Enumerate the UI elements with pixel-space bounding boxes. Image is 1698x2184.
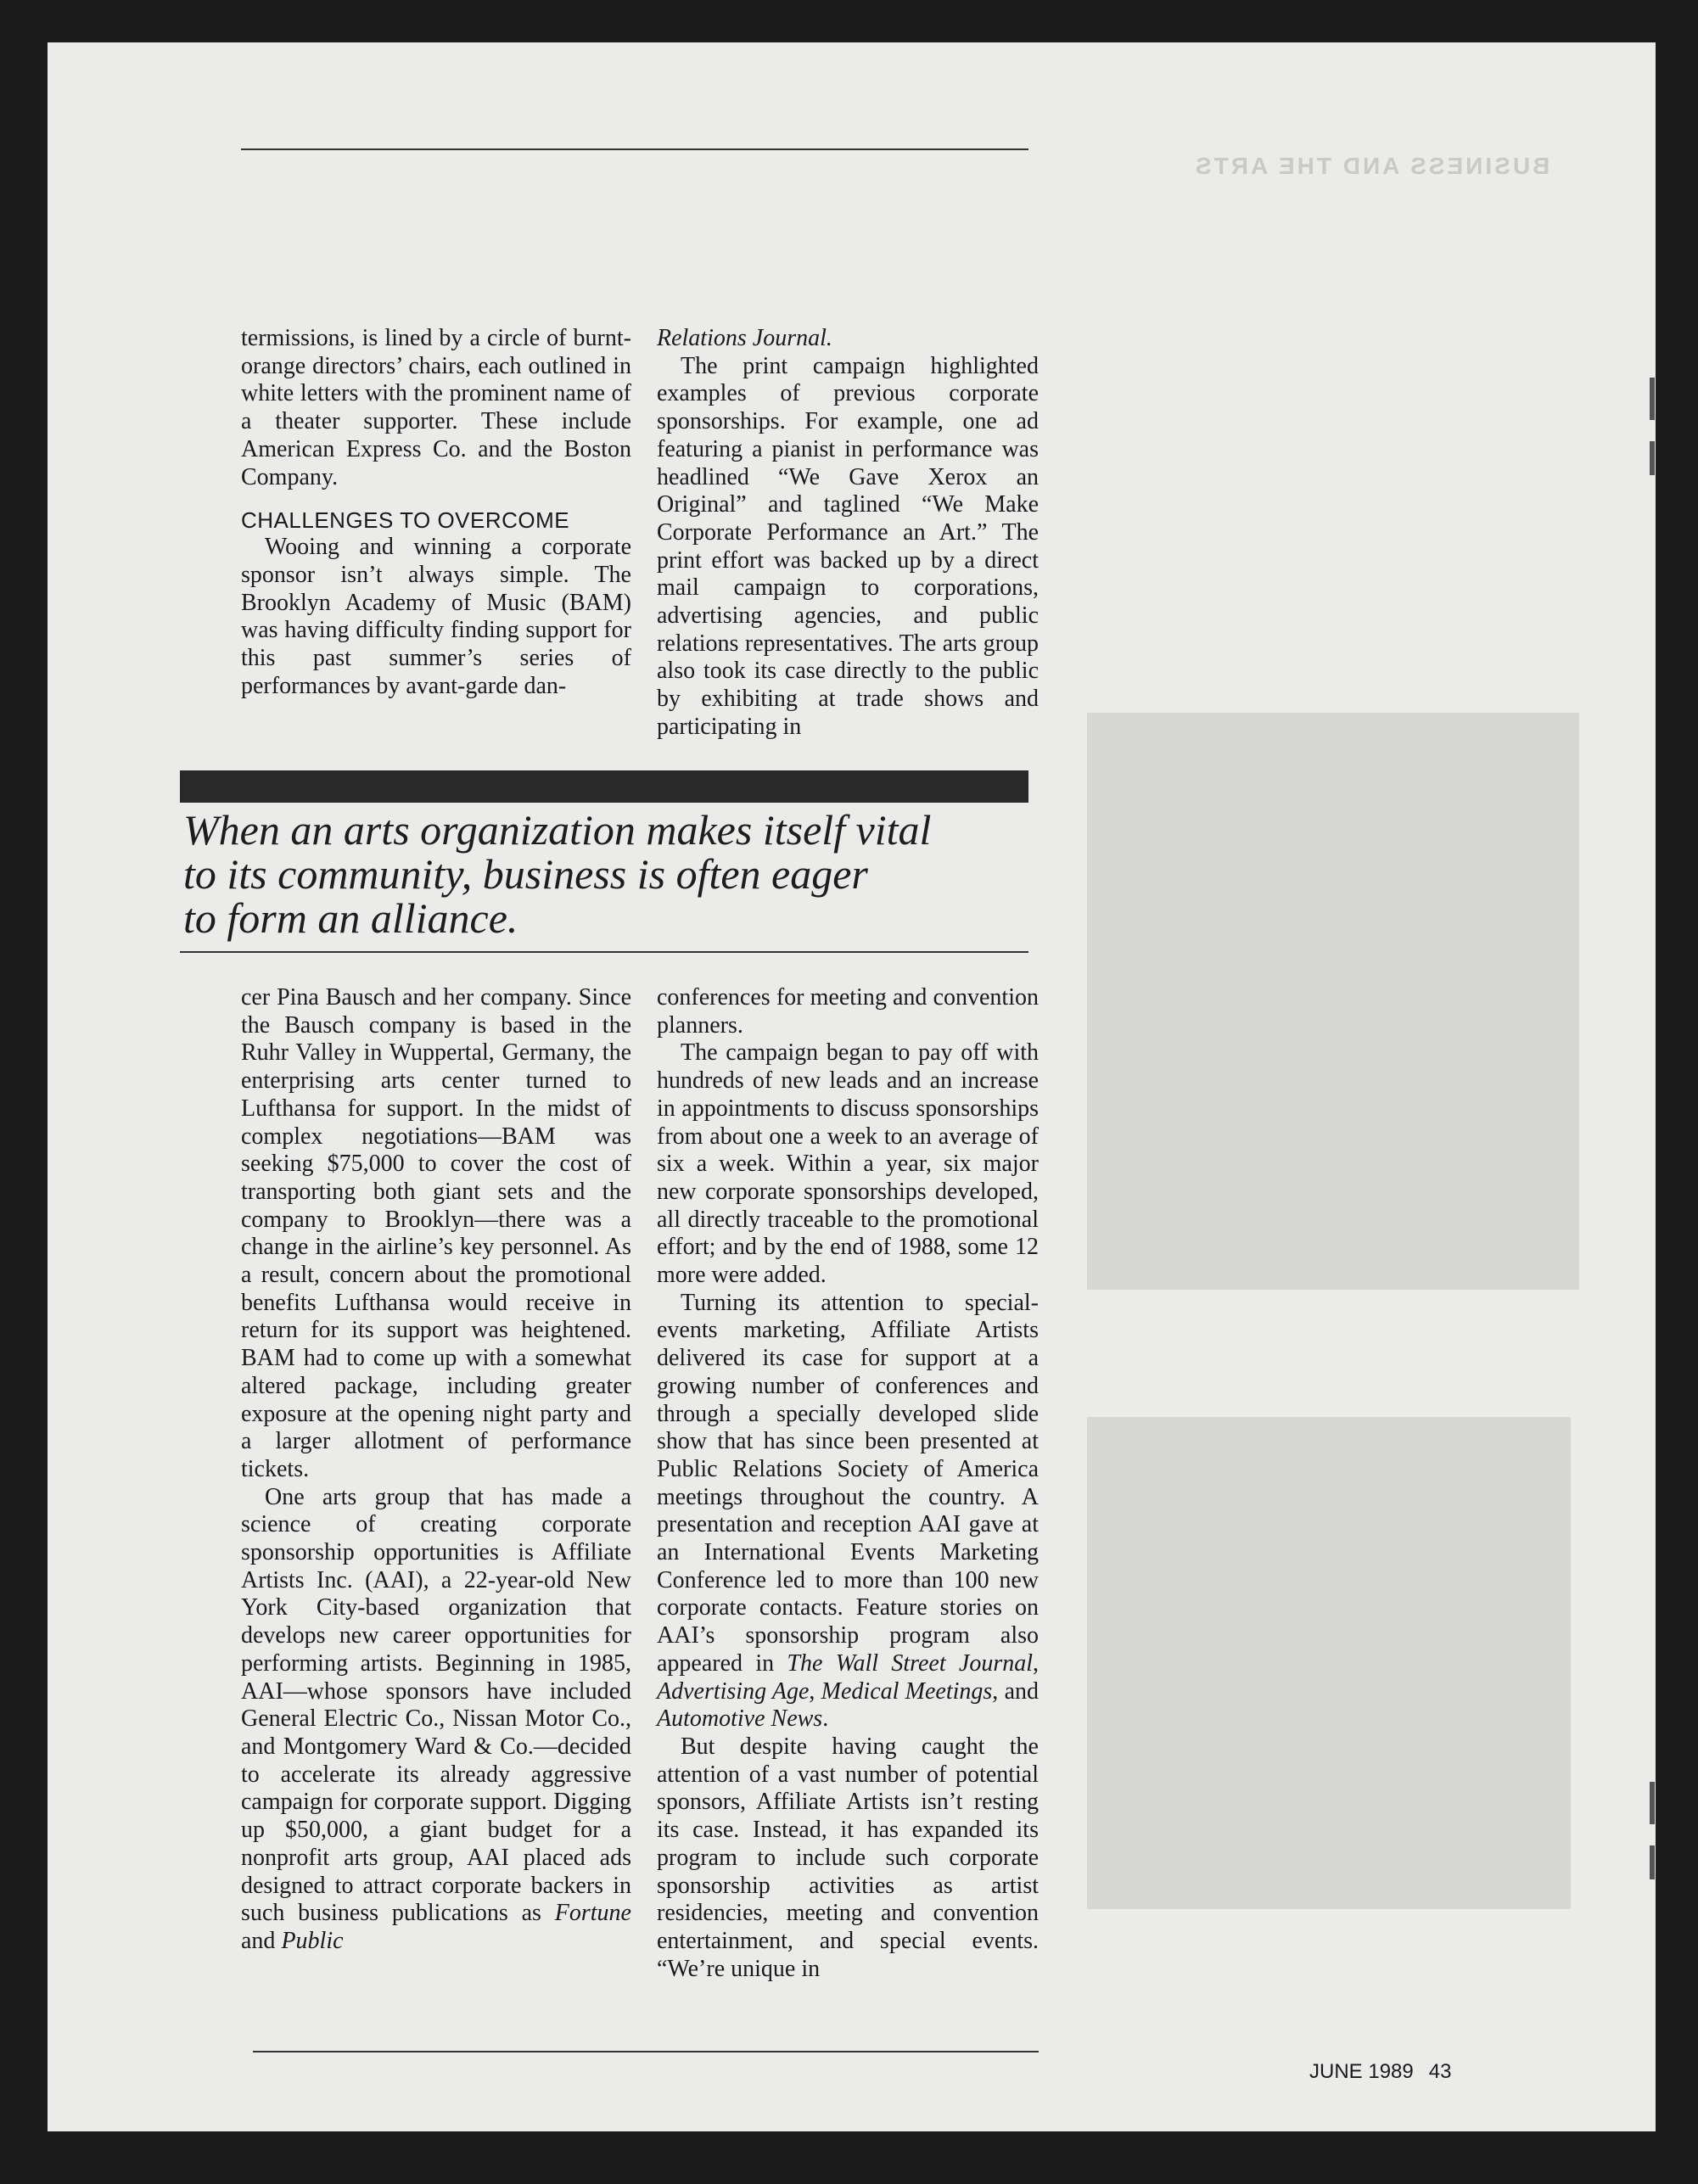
publication-title: Medical Meetings bbox=[821, 1677, 993, 1705]
pullquote-bar bbox=[180, 770, 1028, 803]
paragraph bbox=[241, 1484, 631, 1956]
paragraph: conferences for meeting and convention planners. bbox=[657, 984, 1039, 1039]
paragraph bbox=[657, 325, 1039, 353]
bottom-rule bbox=[253, 2051, 1039, 2052]
paragraph: Wooing and winning a corporate sponsor isn’t always simple. The Brooklyn Academy of Music (BAM) was having difficulty finding support for this past summer’s series of performances by avant-garde dan- bbox=[241, 534, 631, 699]
paragraph bbox=[657, 1290, 1039, 1733]
issue-date: JUNE 1989 bbox=[1309, 2060, 1414, 2083]
publication-title: Automotive News bbox=[657, 1705, 823, 1733]
text-run: and bbox=[241, 1927, 282, 1954]
pullquote-line: to form an alliance. bbox=[183, 894, 518, 942]
pullquote-line: to its community, business is often eager bbox=[183, 850, 868, 898]
paragraph: But despite having caught the attention of a vast number of potential sponsors, Affiliate Artists isn’t resting its case. Instead, it has expanded its program to include such corporate sponsorship activities as artist residencies, meeting and convention entertainment, and special events. “We’re unique in bbox=[657, 1733, 1039, 1982]
binder-clip-mark bbox=[1650, 378, 1655, 420]
binder-clip-mark bbox=[1650, 441, 1655, 475]
binder-clip-mark bbox=[1650, 1782, 1655, 1824]
text-run: One arts group that has made a science of creating corporate sponsorship opportunities is Affiliate Artists Inc. (AAI), a 22-year-old New York City-based organization that develops new career opportunities for performing artists. Beginning in 1985, AAI—whose sponsors have included General Electric Co., Nissan Motor Co., and Montgomery Ward & Co.—decided to accelerate its already aggressive campaign for corporate support. Digging up $50,000, a giant budget for a nonprofit arts group, AAI placed ads designed to attract corporate backers in such business publications as bbox=[241, 1483, 631, 1927]
pullquote-line: When an arts organization makes itself vital bbox=[183, 806, 932, 854]
text-run: , and bbox=[992, 1677, 1039, 1705]
text-run: , bbox=[809, 1677, 821, 1705]
publication-title: Public bbox=[281, 1927, 344, 1954]
column-2-lower bbox=[657, 984, 1039, 1983]
paragraph: The print campaign highlighted examples of previous corporate sponsorships. For example, one ad featuring a pianist in performance was headlined “We Gave Xerox an Original” and taglined “We Make Corporate Performance an Art.” The print effort was backed up by a direct mail campaign to corporations, advertising agencies, and public relations representatives. The arts group also took its case directly to the public by exhibiting at trade shows and participating in bbox=[657, 352, 1039, 740]
publication-title: Fortune bbox=[554, 1900, 631, 1927]
show-through-ghost bbox=[1066, 42, 1656, 2131]
paragraph: cer Pina Bausch and her company. Since the Bausch company is based in the Ruhr Valley in Wuppertal, Germany, the enterprising arts center turned to Lufthansa for support. In the midst of complex negotiations—BAM was seeking $75,000 to cover the cost of transporting both giant sets and the company to Brooklyn—there was a change in the airline’s key personnel. As a result, concern about the promotional benefits Lufthansa would receive in return for its support was heightened. BAM had to come up with a somewhat altered package, including greater exposure at the opening night party and a larger allotment of performance tickets. bbox=[241, 984, 631, 1482]
column-1-lower bbox=[241, 984, 631, 1956]
page-folio bbox=[1309, 2060, 1451, 2084]
text-run: Turning its attention to special-events marketing, Affiliate Artists delivered its case for support at a growing number of conferences and through a specially developed slide show that has since been presented at Public Relations Society of America meetings throughout the country. A presentation and reception AAI gave at an International Events Marketing Conference led to more than 100 new corporate contacts. Feature stories on AAI’s sponsorship program also appeared in bbox=[657, 1289, 1039, 1677]
section-heading: CHALLENGES TO OVERCOME bbox=[241, 507, 570, 534]
text-run: . bbox=[822, 1705, 829, 1733]
column-2-upper bbox=[657, 325, 1039, 742]
publication-title: Relations Journal. bbox=[657, 325, 832, 351]
paragraph: termissions, is lined by a circle of burnt-orange directors’ chairs, each outlined in white letters with the prominent name of a theater supporter. These include American Express Co. and the Boston Company. bbox=[241, 325, 631, 490]
column-1-upper bbox=[241, 325, 631, 700]
page-number: 43 bbox=[1428, 2060, 1452, 2083]
binder-clip-mark bbox=[1650, 1845, 1655, 1879]
ghost-photo-2 bbox=[1087, 1417, 1571, 1909]
publication-title: The Wall Street Journal bbox=[787, 1649, 1033, 1677]
ghost-photo-1 bbox=[1087, 713, 1579, 1290]
pullquote-rule bbox=[180, 951, 1028, 953]
text-run: , bbox=[1033, 1649, 1039, 1677]
top-rule bbox=[241, 148, 1028, 150]
ghost-header-text: BUSINESS AND THE ARTS bbox=[1193, 153, 1550, 179]
publication-title: Advertising Age bbox=[657, 1677, 810, 1705]
pullquote bbox=[183, 808, 1032, 940]
paragraph: The campaign began to pay off with hundreds of new leads and an increase in appointments to discuss sponsorships from about one a week to an average of six a week. Within a year, six major new corporate sponsorships developed, all directly traceable to the promotional effort; and by the end of 1988, some 12 more were added. bbox=[657, 1039, 1039, 1289]
magazine-page bbox=[48, 42, 1656, 2131]
